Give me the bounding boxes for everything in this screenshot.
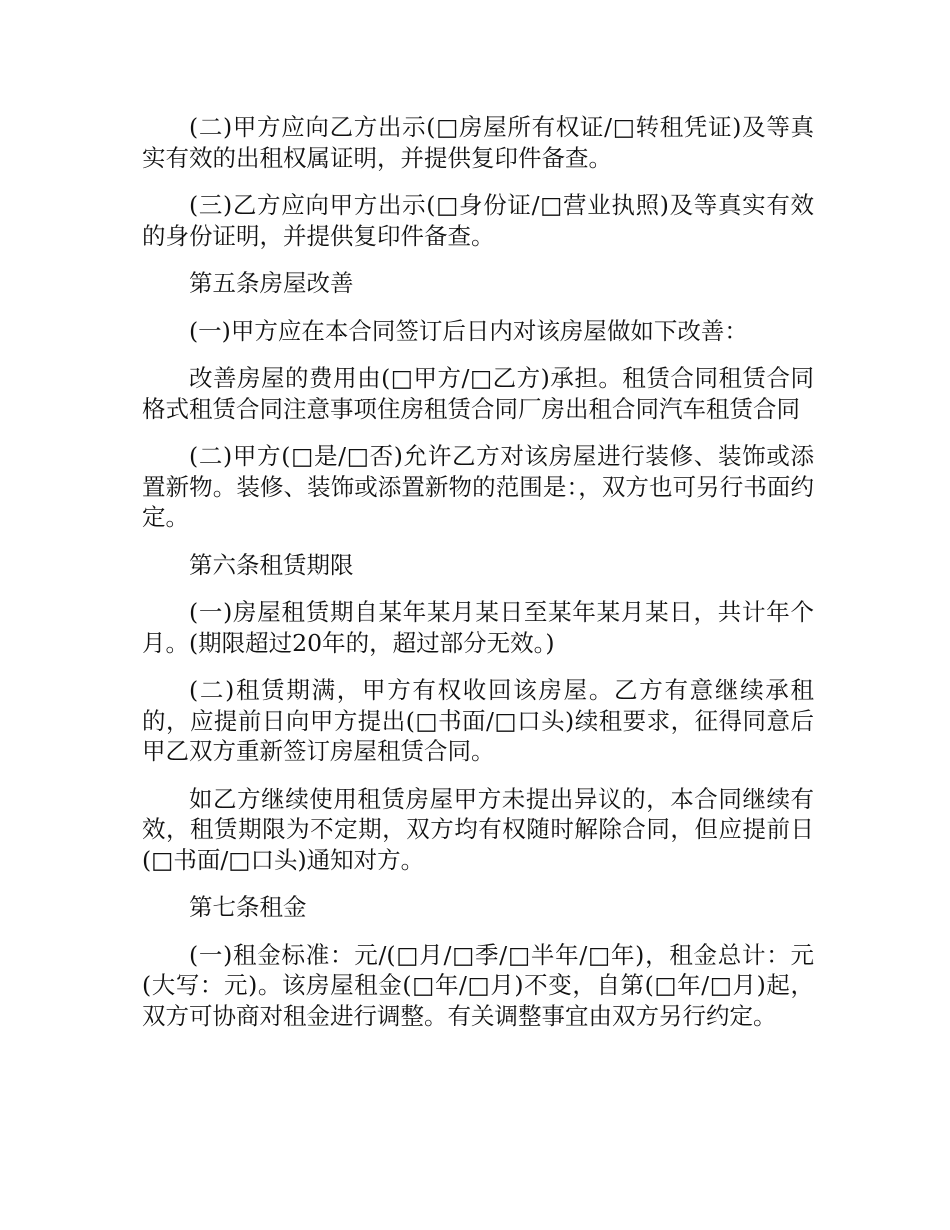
article-5-item-2: (二)甲方(□是/□否)允许乙方对该房屋进行装修、装饰或添置新物。装修、装饰或添置新物的范围是：，双方也可另行书面约定。 bbox=[142, 442, 814, 531]
clause-5-3-proof-of-identity: (三)乙方应向甲方出示(□身份证/□营业执照)及等真实有效的身份证明，并提供复印件备查。 bbox=[142, 191, 814, 250]
article-5-improvement-cost: 改善房屋的费用由(□甲方/□乙方)承担。租赁合同租赁合同格式租赁合同注意事项住房租赁合同厂房出租合同汽车租赁合同 bbox=[142, 364, 814, 423]
article-6-item-1: (一)房屋租赁期自某年某月某日至某年某月某日，共计年个月。(期限超过20年的，超过部分无效。) bbox=[142, 598, 814, 657]
article-6-heading: 第六条租赁期限 bbox=[189, 550, 354, 579]
clause-5-2-proof-of-ownership: (二)甲方应向乙方出示(□房屋所有权证/□转租凭证)及等真实有效的出租权属证明，并提供复印件备查。 bbox=[142, 113, 814, 172]
article-5-item-1: (一)甲方应在本合同签订后日内对该房屋做如下改善： bbox=[189, 316, 748, 345]
article-5-heading: 第五条房屋改善 bbox=[189, 269, 354, 297]
article-6-indefinite-term: 如乙方继续使用租赁房屋甲方未提出异议的，本合同继续有效，租赁期限为不定期，双方均有权随时解除合同，但应提前日(□书面/□口头)通知对方。 bbox=[142, 784, 814, 874]
article-7-heading: 第七条租金 bbox=[189, 893, 307, 921]
article-6-item-2: (二)租赁期满，甲方有权收回该房屋。乙方有意继续承租的，应提前日向甲方提出(□书面/□口头)续租要求，征得同意后甲乙双方重新签订房屋租赁合同。 bbox=[142, 676, 814, 765]
document-page bbox=[142, 112, 814, 1048]
article-7-item-1: (一)租金标准：元/(□月/□季/□半年/□年)，租金总计：元(大写：元)。该房屋租金(□年/□月)不变，自第(□年/□月)起，双方可协商对租金进行调整。有关调整事宜由双方另行约定。 bbox=[142, 940, 814, 1030]
